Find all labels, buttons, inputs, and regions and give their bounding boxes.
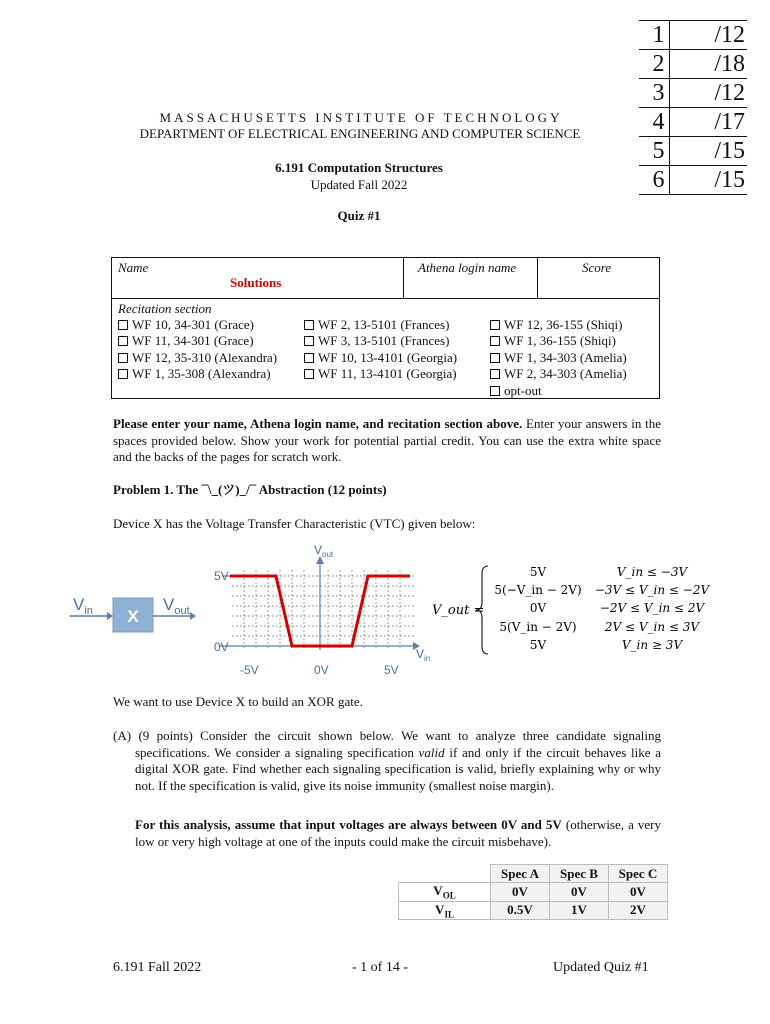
quiz-title: Quiz #1 [337,208,381,223]
recitation-option[interactable] [304,366,457,382]
assumption-rest: (otherwise, a very low or very high voltage at one of the inputs could make the circuit misbehave). [135,817,661,849]
problem-points[interactable]: /18 [669,50,747,79]
spec-header: Spec C [609,865,668,883]
checkbox[interactable] [118,336,128,346]
recitation-option-label: WF 2, 13-5101 (Frances) [318,317,450,332]
spec-value: 0V [491,883,550,902]
recitation-option[interactable] [118,317,277,333]
problem-points[interactable]: /12 [669,21,747,50]
name-field[interactable] [112,258,404,299]
checkbox[interactable] [304,336,314,346]
vin-label: $V_{in}$ [73,595,93,617]
recitation-option[interactable] [304,350,457,366]
assumption-bold: For this analysis, assume that input voltages are always between 0V and 5V [135,817,562,832]
recitation-option-label: opt-out [504,382,542,398]
spec-value: 2V [609,901,668,920]
recitation-column-3 [490,317,627,399]
student-info-row [112,258,659,299]
goal-text: We want to use Device X to build an XOR gate. [113,694,363,709]
spec-header-row [399,865,668,883]
recitation-option-label: WF 1, 36-155 (Shiqi) [504,333,616,349]
equation-value: 5V [529,565,547,579]
vtc-grid [232,570,415,648]
device-x-label: X [127,607,139,626]
score-row [639,79,747,108]
spec-row-label: $V_{OL}$ [399,883,491,902]
equation-value: 5V [529,638,547,652]
vtc-figure [70,540,450,680]
vtc-x-left-label: -5V [240,663,259,677]
score-row [639,21,747,50]
recitation-option[interactable] [118,366,277,382]
spec-value: 1V [550,901,609,920]
vtc-x-axis-label: $V_{in}$ [416,647,431,663]
recitation-option-label: WF 1, 34-303 (Amelia) [504,349,627,365]
spec-value: 0V [550,883,609,902]
student-info-box [111,257,660,399]
part-a-post: if and only if the circuit behaves like a digital XOR gate. Find whether each signaling specification is valid, briefly explaining why or why not. If the specification is valid, give its noise immunity (smallest noise margin). [135,744,661,793]
checkbox[interactable] [490,336,500,346]
vtc-x-right-label: 5V [384,663,399,677]
checkbox[interactable] [490,320,500,330]
recitation-option[interactable] [490,366,627,382]
recitation-option-label: WF 12, 35-310 (Alexandra) [132,349,278,365]
equation-condition: V_in ≥ 3V [621,638,683,652]
checkbox[interactable] [490,369,500,379]
recitation-option-label: WF 12, 36-155 (Shiqi) [504,317,623,332]
recitation-option-label: WF 3, 13-5101 (Frances) [318,333,450,349]
checkbox[interactable] [118,353,128,363]
part-a-italic: valid [418,744,445,760]
problem-number: 3 [639,79,669,108]
problem-1-intro: Device X has the Voltage Transfer Characteristic (VTC) given below: [113,516,476,531]
instructions-rest: Enter your answers in the spaces provided below. Show your work for potential partial credit. You can use the extra white space and the backs of the pages for scratch work. [113,416,661,464]
spec-row-label: $V_{IL}$ [399,901,491,920]
athena-login-field[interactable] [404,258,538,299]
name-value: Solutions [230,275,282,290]
assumption-text [135,817,661,850]
recitation-column-1 [118,317,277,383]
instructions-bold: Please enter your name, Athena login name, and recitation section above. [113,416,523,431]
equation-condition: V_in ≤ −3V [616,565,688,579]
equation-condition: 2V ≤ V_in ≤ 3V [604,620,700,634]
score-label: Score [582,260,612,275]
equation-condition: −2V ≤ V_in ≤ 2V [599,601,705,615]
equation-condition: −3V ≤ V_in ≤ −2V [594,583,710,597]
spec-header: Spec B [550,865,609,883]
athena-login-label: Athena login name [418,260,517,275]
recitation-label: Recitation section [118,301,212,316]
checkbox[interactable] [490,386,500,396]
vtc-y-top-label: 5V [214,569,229,583]
checkbox[interactable] [118,320,128,330]
part-a-pre: (A) (9 points) Consider the circuit shown below. We want to analyze three candidate signaling specifications. We consider a signaling specification [113,728,661,760]
instructions [113,416,661,466]
problem-1-title: Problem 1. The ¯\_(ツ)_/¯ Abstraction (12 points) [113,482,387,497]
footer-page: - 1 of 14 - [352,960,408,975]
recitation-option[interactable] [490,317,627,333]
problem-points[interactable]: /12 [669,79,747,108]
recitation-option[interactable] [490,383,627,399]
equation-lhs: V_out = [432,603,485,618]
problem-points[interactable]: /15 [669,166,747,195]
footer-right: Updated Quiz #1 [553,960,649,975]
score-row [639,50,747,79]
recitation-option[interactable] [304,333,457,349]
department-name: DEPARTMENT OF ELECTRICAL ENGINEERING AND COMPUTER SCIENCE [139,126,581,141]
recitation-option-label: WF 2, 34-303 (Amelia) [504,366,627,382]
part-a-text [113,728,661,794]
vtc-x-mid-label: 0V [314,663,329,677]
recitation-column-2 [304,317,457,383]
problem-number: 6 [639,166,669,195]
problem-number: 5 [639,137,669,166]
vout-label: $V_{out}$ [163,595,190,617]
problem-points[interactable]: /17 [669,108,747,137]
vout-equation [430,560,710,660]
vtc-axes [214,543,430,677]
recitation-option-label: WF 1, 35-308 (Alexandra) [132,366,271,382]
name-label: Name [118,260,149,275]
recitation-option[interactable] [118,333,277,349]
problem-number: 4 [639,108,669,137]
problem-number: 2 [639,50,669,79]
equation-value: 0V [529,601,547,615]
equation-value: 5(−V_in − 2V) [494,583,582,597]
problem-points[interactable]: /15 [669,137,747,166]
spec-corner [399,865,491,883]
problem-number: 1 [639,21,669,50]
vtc-y-bottom-label: 0V [214,640,229,654]
checkbox[interactable] [304,320,314,330]
spec-row [399,883,668,902]
recitation-option-label: WF 11, 13-4101 (Georgia) [318,366,457,382]
recitation-option[interactable] [490,350,627,366]
vtc-y-axis-label: $V_{out}$ [314,543,334,559]
spec-value: 0V [609,883,668,902]
institute-name: MASSACHUSETTS INSTITUTE OF TECHNOLOGY [159,110,563,125]
recitation-option-label: WF 10, 13-4101 (Georgia) [318,349,458,365]
recitation-option[interactable] [118,350,277,366]
checkbox[interactable] [304,369,314,379]
course-title: 6.191 Computation Structures [275,160,443,175]
recitation-option-label: WF 10, 34-301 (Grace) [132,317,255,332]
spec-table [398,864,668,920]
updated-note: Updated Fall 2022 [310,177,408,192]
recitation-option[interactable] [490,333,627,349]
device-x-block [70,595,196,632]
recitation-option[interactable] [304,317,457,333]
spec-header: Spec A [491,865,550,883]
spec-value: 0.5V [491,901,550,920]
recitation-option-label: WF 11, 34-301 (Grace) [132,333,254,349]
footer-left: 6.191 Fall 2022 [113,960,202,975]
spec-row [399,901,668,920]
checkbox[interactable] [118,369,128,379]
checkbox[interactable] [490,353,500,363]
equation-value: 5(V_in − 2V) [499,620,577,634]
checkbox[interactable] [304,353,314,363]
